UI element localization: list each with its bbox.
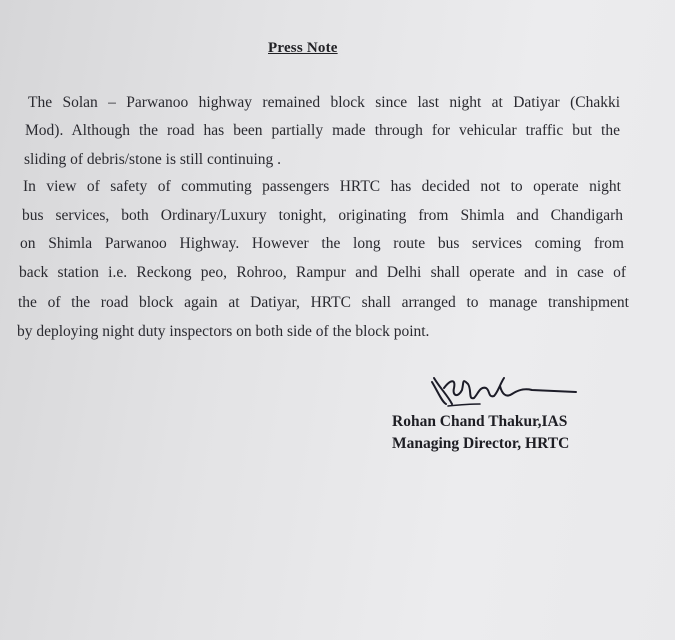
paragraph-line-8: the of the road block again at Datiyar, HRTC shall arranged to manage transhipment bbox=[18, 294, 629, 311]
paragraph-line-2: Mod). Although the road has been partially made through for vehicular traffic but the bbox=[25, 122, 620, 139]
handwritten-signature bbox=[428, 374, 578, 414]
paragraph-line-9: by deploying night duty inspectors on both side of the block point. bbox=[17, 323, 430, 340]
paragraph-line-6: on Shimla Parwanoo Highway. However the long route bus services coming from bbox=[20, 235, 624, 252]
document-title: Press Note bbox=[268, 40, 338, 56]
paragraph-line-1: The Solan – Parwanoo highway remained block since last night at Datiyar (Chakki bbox=[28, 94, 620, 111]
signatory-designation: Managing Director, HRTC bbox=[392, 435, 570, 452]
paragraph-line-3: sliding of debris/stone is still continuing . bbox=[24, 151, 282, 168]
paragraph-line-7: back station i.e. Reckong peo, Rohroo, Rampur and Delhi shall operate and in case of bbox=[19, 264, 626, 281]
paragraph-line-5: bus services, both Ordinary/Luxury tonight, originating from Shimla and Chandigarh bbox=[22, 207, 623, 224]
signatory-name: Rohan Chand Thakur,IAS bbox=[392, 413, 568, 430]
paragraph-line-4: In view of safety of commuting passengers HRTC has decided not to operate night bbox=[23, 178, 621, 195]
